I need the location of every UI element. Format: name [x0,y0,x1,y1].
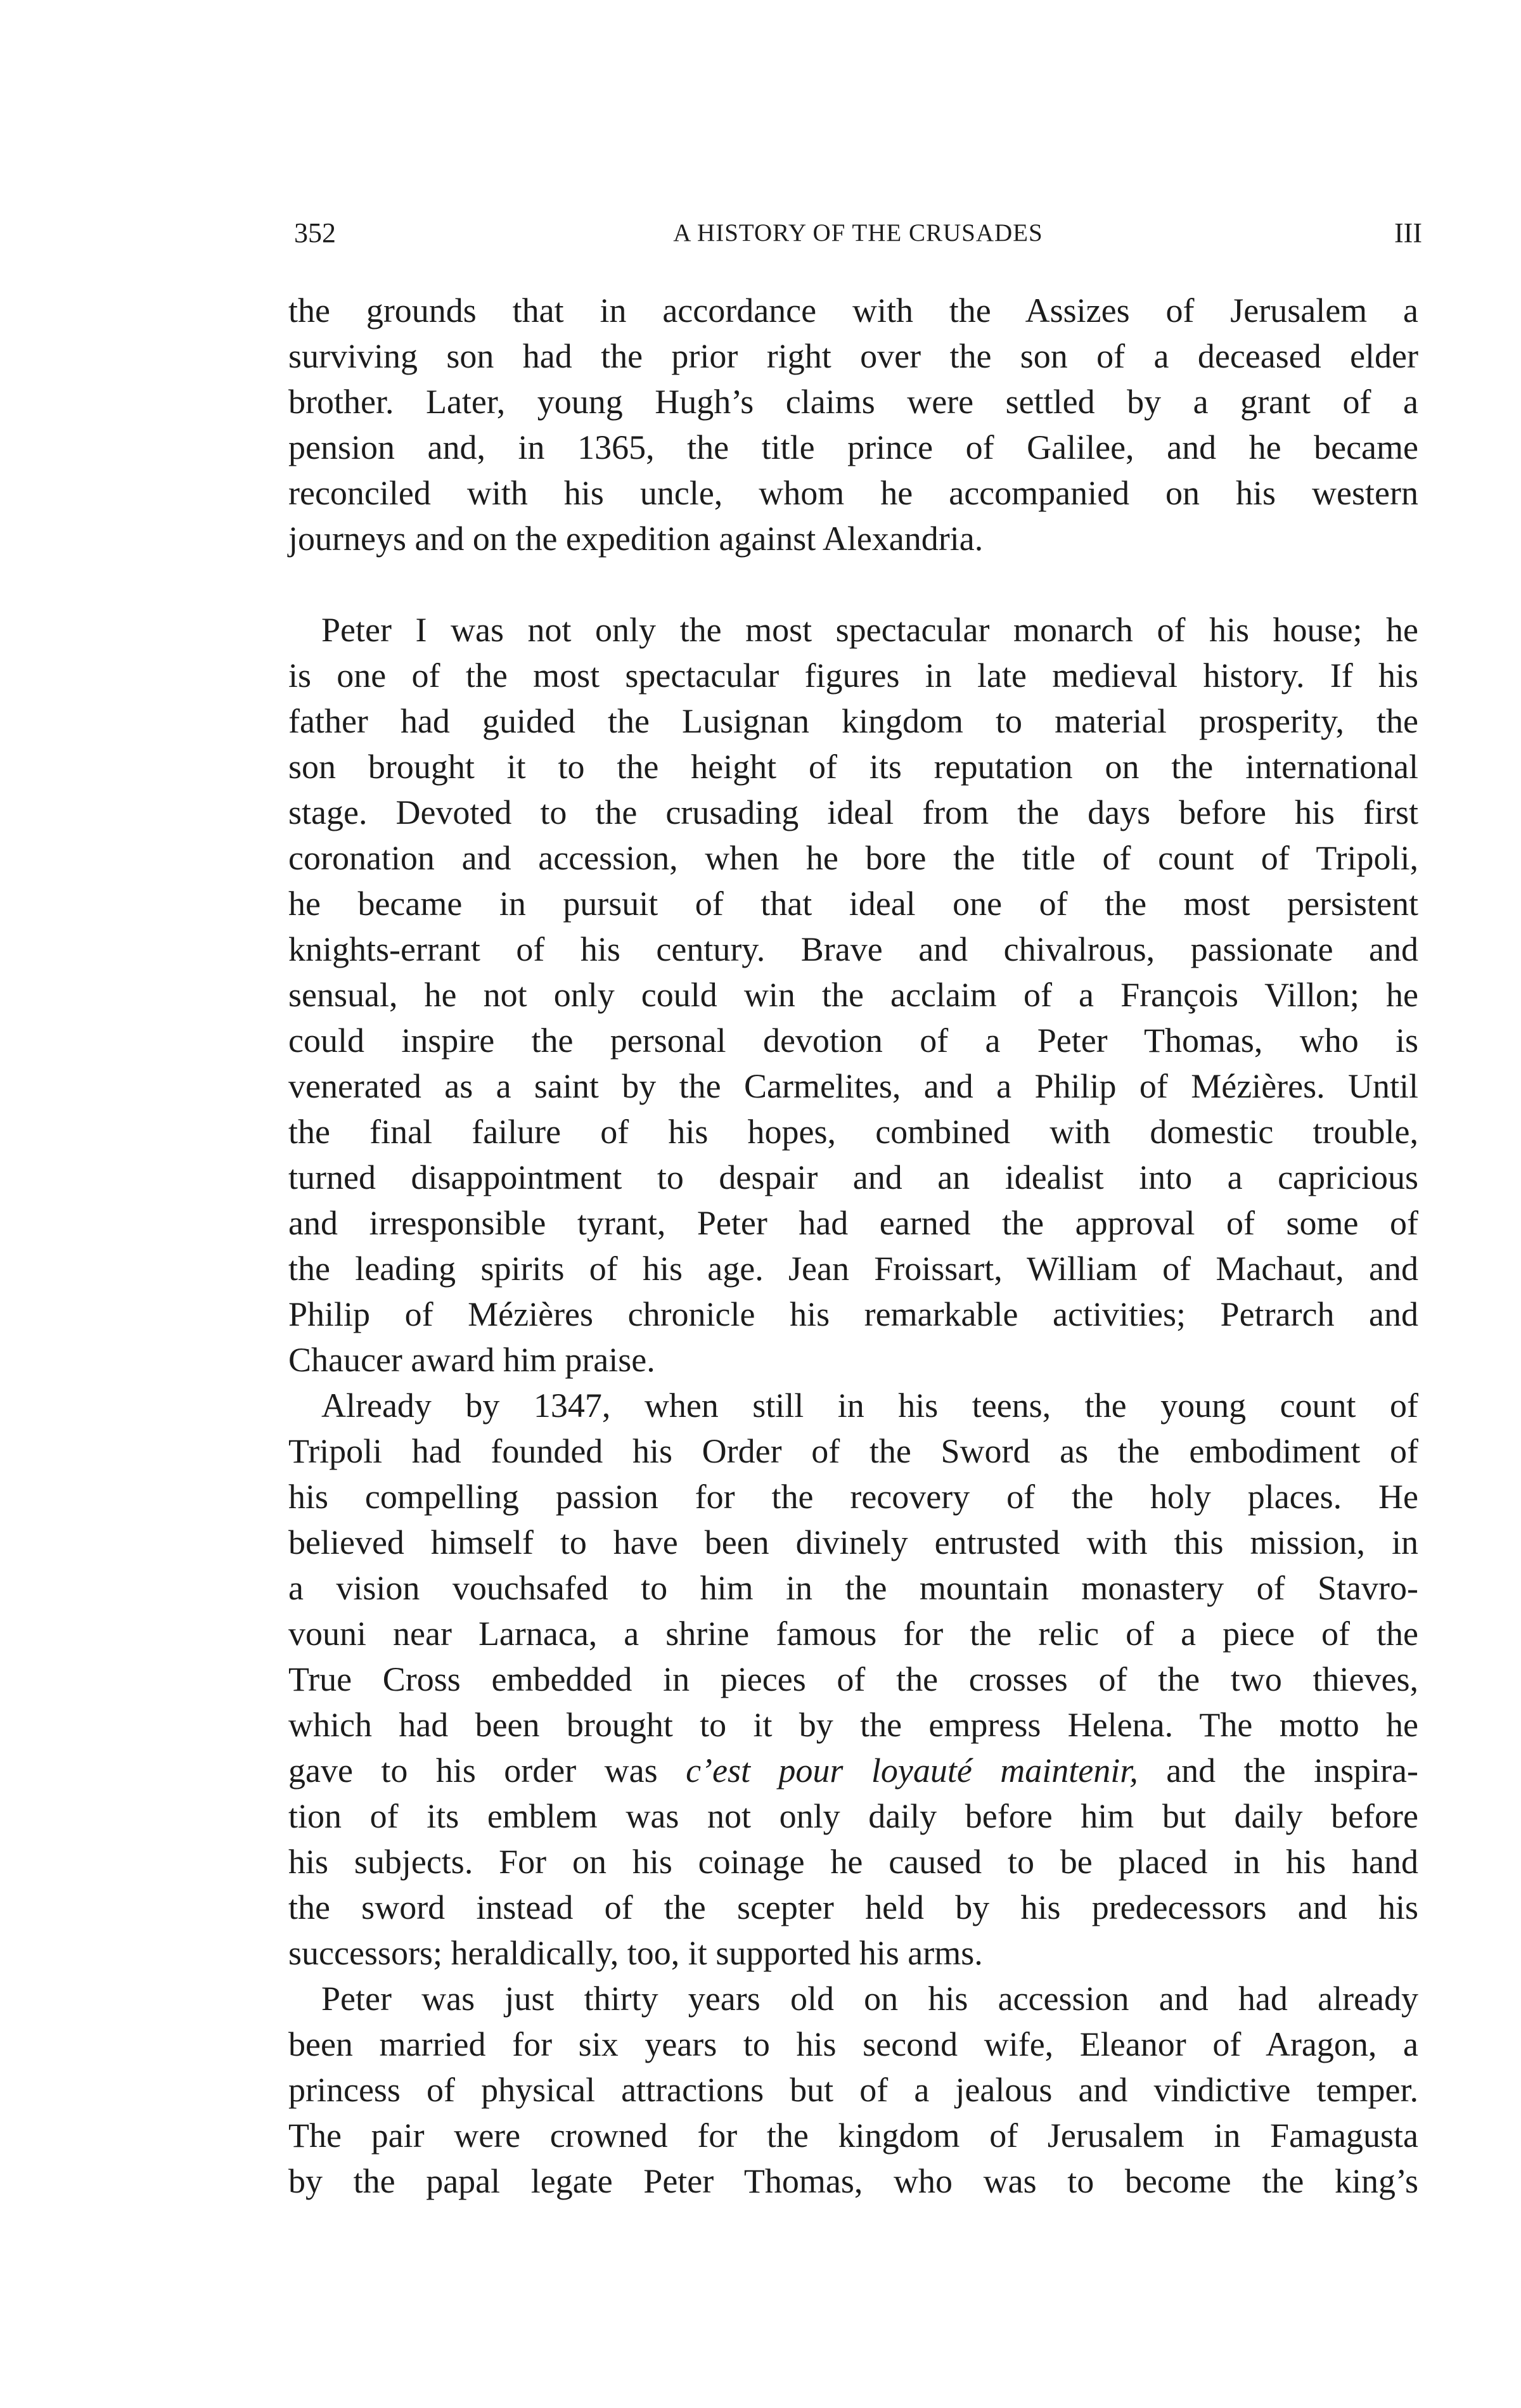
text-line: son brought it to the height of its reputation on the international [288,748,1418,786]
text-line: by the papal legate Peter Thomas, who was to become the king’s [288,2162,1418,2200]
text-line: sensual, he not only could win the acclaim of a François Villon; he [288,976,1418,1014]
text-line: could inspire the personal devotion of a Peter Thomas, who is [288,1021,1418,1060]
text-line: stage. Devoted to the crusading ideal from the days before his first [288,793,1418,831]
text-line: successors; heraldically, too, it supported his arms. [288,1934,983,1972]
text-line: a vision vouchsafed to him in the mountain monastery of Stavro- [288,1569,1418,1607]
text-line: True Cross embedded in pieces of the crosses of the two thieves, [288,1660,1418,1698]
running-head [294,214,1422,252]
text-line: Philip of Mézières chronicle his remarkable activities; Petrarch and [288,1295,1418,1333]
text-line: Peter I was not only the most spectacular monarch of his house; he [321,611,1418,649]
paragraph-1 [288,288,1418,561]
text-line: turned disappointment to despair and an idealist into a capricious [288,1158,1418,1196]
text-line: his compelling passion for the recovery of the holy places. He [288,1478,1418,1516]
volume-number: III [1394,217,1422,248]
paragraph-4 [288,1976,1418,2204]
text-line: Peter was just thirty years old on his accession and had already [321,1980,1418,2018]
text-line: is one of the most spectacular figures in late medieval history. If his [288,656,1418,695]
text-line: knights-errant of his century. Brave and chivalrous, passionate and [288,930,1418,968]
text-line: the sword instead of the scepter held by his predecessors and his [288,1888,1418,1926]
text-line: his subjects. For on his coinage he caused to be placed in his hand [288,1843,1418,1881]
text-line: venerated as a saint by the Carmelites, and a Philip of Mézières. Until [288,1067,1418,1105]
text-line: the leading spirits of his age. Jean Froissart, William of Machaut, and [288,1250,1418,1288]
text-line: coronation and accession, when he bore the title of count of Tripoli, [288,839,1418,877]
text-line: tion of its emblem was not only daily before him but daily before [288,1797,1418,1835]
paragraph-3 [288,1383,1418,1976]
text-line: the grounds that in accordance with the Assizes of Jerusalem a [288,291,1418,330]
text-line: vouni near Larnaca, a shrine famous for the relic of a piece of the [288,1615,1418,1653]
text-line: believed himself to have been divinely entrusted with this mission, in [288,1523,1418,1561]
body-text [288,288,1418,2204]
text-line: The pair were crowned for the kingdom of Jerusalem in Famagusta [288,2117,1418,2155]
book-title: A HISTORY OF THE CRUSADES [673,219,1043,247]
text-line: been married for six years to his second wife, Eleanor of Aragon, a [288,2025,1418,2063]
text-line: he became in pursuit of that ideal one of the most persistent [288,885,1418,923]
text-line: father had guided the Lusignan kingdom to material prosperity, the [288,702,1418,740]
text-line: the final failure of his hopes, combined with domestic trouble, [288,1113,1418,1151]
text-line: Tripoli had founded his Order of the Sword as the embodiment of [288,1432,1418,1470]
text-line: Chaucer award him praise. [288,1341,655,1379]
text-line: and irresponsible tyrant, Peter had earned the approval of some of [288,1204,1418,1242]
text-line: princess of physical attractions but of a jealous and vindictive temper. [288,2071,1418,2109]
text-line: Already by 1347, when still in his teens, the young count of [321,1387,1418,1425]
text-line: reconciled with his uncle, whom he accompanied on his western [288,474,1418,512]
text-line: pension and, in 1365, the title prince of Galilee, and he became [288,428,1418,466]
text-line: which had been brought to it by the empress Helena. The motto he [288,1706,1418,1744]
text-line: journeys and on the expedition against Alexandria. [288,520,984,558]
page-number: 352 [294,217,336,248]
text-line: brother. Later, young Hugh’s claims were settled by a grant of a [288,383,1418,421]
section-break [288,561,1418,607]
motto-line-before: gave to his order was [288,1752,686,1790]
motto-italic: c’est pour loyauté maintenir, [686,1752,1138,1790]
text-line: surviving son had the prior right over the son of a deceased elder [288,337,1418,375]
motto-line-after: and the inspira- [1138,1752,1418,1790]
text-line-motto [288,1748,1418,1793]
paragraph-2 [288,607,1418,1383]
